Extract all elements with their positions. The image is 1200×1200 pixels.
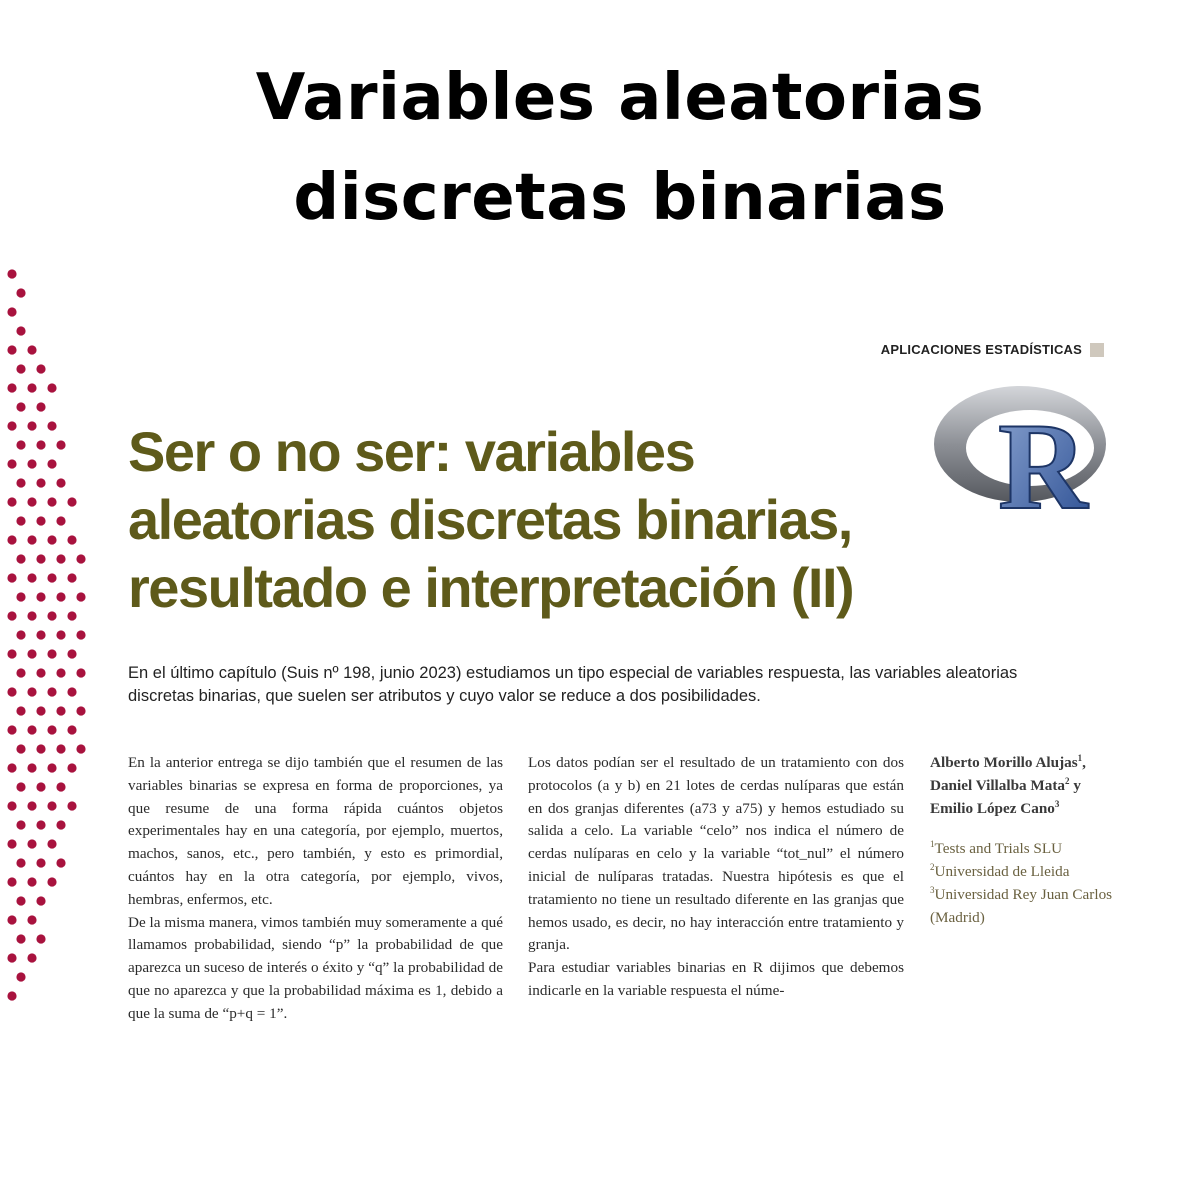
decorative-dot (47, 459, 56, 468)
decorative-dot (56, 820, 65, 829)
section-label (881, 342, 1104, 357)
decorative-dot (67, 725, 76, 734)
decorative-dot (16, 820, 25, 829)
author-separator: , (1082, 754, 1086, 771)
decorative-dot (56, 440, 65, 449)
author-list (930, 752, 1130, 820)
decorative-dot (67, 611, 76, 620)
decorative-dot (76, 630, 85, 639)
affiliation-sup: 3 (930, 884, 935, 895)
r-logo-letter: R (998, 398, 1088, 520)
decorative-dot (76, 744, 85, 753)
decorative-dot (27, 763, 36, 772)
decorative-dot (67, 687, 76, 696)
decorative-dot (76, 554, 85, 563)
decorative-dot (36, 364, 45, 373)
decorative-dot (7, 269, 16, 278)
decorative-dot (27, 801, 36, 810)
decorative-dot (7, 421, 16, 430)
decorative-dot (7, 497, 16, 506)
decorative-dot (7, 839, 16, 848)
decorative-dot (56, 668, 65, 677)
column-1-paragraph-2: De la misma manera, vimos también muy someramente a qué llamamos probabilidad, siendo “p” la probabilidad de que aparezca un suceso de interés o éxito y “q” la probabilidad de que no aparezca y que la probabilidad máxima es 1, debido a que la suma de “p+q = 1”. (128, 913, 503, 1022)
affiliation: Tests and Trials SLU (934, 840, 1063, 858)
decorative-dot (16, 478, 25, 487)
decorative-dot (7, 611, 16, 620)
decorative-dot (7, 345, 16, 354)
decorative-dot (27, 383, 36, 392)
decorative-dot (36, 402, 45, 411)
article-title-line-1: Ser o no ser: variables (128, 420, 695, 483)
author-name: Alberto Morillo Alujas (930, 754, 1078, 771)
decorative-dot (27, 345, 36, 354)
decorative-dot (7, 991, 16, 1000)
decorative-dot (47, 877, 56, 886)
decorative-dot (27, 497, 36, 506)
decorative-dot (27, 915, 36, 924)
decorative-dot (27, 725, 36, 734)
decorative-dot (47, 611, 56, 620)
decorative-dot (67, 763, 76, 772)
decorative-dot (7, 459, 16, 468)
decorative-dot (7, 383, 16, 392)
column-2-paragraph-1: Los datos podían ser el resultado de un tratamiento con dos protocolos (a y b) en 21 lotes de cerdas nulíparas que están en dos granjas diferentes (a73 y a75) y hemos estudiado su salida a celo. La variable “celo” nos indica el número de cerdas nulíparas en celo y la variable “tot_nul” el número inicial de nulíparas tratadas. Nuestra hipótesis es que el tratamiento no tiene un resultado diferente en las granjas que hemos usado, es decir, no hay interacción entre tratamiento y granja. (528, 754, 904, 954)
decorative-dot-pattern (0, 262, 110, 1042)
decorative-dot (27, 421, 36, 430)
decorative-dot (56, 744, 65, 753)
decorative-dot (16, 364, 25, 373)
decorative-dot (7, 763, 16, 772)
decorative-dot (7, 725, 16, 734)
decorative-dot (27, 611, 36, 620)
decorative-dot (36, 820, 45, 829)
author-sup: 1 (1077, 752, 1083, 763)
decorative-dot (36, 592, 45, 601)
decorative-dot (16, 972, 25, 981)
decorative-dot (56, 630, 65, 639)
decorative-dot (56, 782, 65, 791)
decorative-dot (7, 953, 16, 962)
affiliation-list (930, 838, 1130, 929)
column-2-paragraph-2: Para estudiar variables binarias en R dijimos que debemos indicarle en la variable respuesta el núme- (528, 959, 904, 999)
lead-paragraph: En el último capítulo (Suis nº 198, junio 2023) estudiamos un tipo especial de variables respuesta, las variables aleatorias discretas binarias, que suelen ser atributos y cuyo valor se reduce a dos posibilidades. (128, 664, 1018, 705)
r-logo-icon (930, 380, 1115, 520)
decorative-dot (67, 573, 76, 582)
decorative-dot (67, 497, 76, 506)
decorative-dot (56, 592, 65, 601)
decorative-dot (56, 478, 65, 487)
decorative-dot (47, 725, 56, 734)
decorative-dot (16, 706, 25, 715)
decorative-dot (47, 383, 56, 392)
affiliation-sup: 2 (930, 862, 935, 873)
decorative-dot (27, 459, 36, 468)
post-title-line-1: Variables aleatorias (255, 61, 985, 135)
decorative-dot (36, 440, 45, 449)
decorative-dot (47, 839, 56, 848)
decorative-dot (16, 326, 25, 335)
author-name: Emilio López Cano (930, 799, 1055, 817)
author-sup: 3 (1054, 798, 1060, 809)
decorative-dot (56, 706, 65, 715)
author-separator: y (1069, 776, 1081, 794)
decorative-dot (27, 953, 36, 962)
decorative-dot (36, 896, 45, 905)
affiliation: Universidad de Lleida (934, 863, 1070, 881)
decorative-dot (36, 782, 45, 791)
decorative-dot (16, 592, 25, 601)
decorative-dot (76, 706, 85, 715)
body-column-1 (128, 752, 503, 1026)
decorative-dot (36, 706, 45, 715)
section-square-icon (1090, 343, 1104, 357)
decorative-dot (76, 668, 85, 677)
affiliation-sup: 1 (930, 839, 935, 850)
author-sup: 2 (1065, 775, 1070, 786)
decorative-dot (7, 877, 16, 886)
decorative-dot (16, 744, 25, 753)
decorative-dot (36, 668, 45, 677)
section-label-text: APLICACIONES ESTADÍSTICAS (880, 342, 1082, 357)
decorative-dot (27, 687, 36, 696)
decorative-dot (47, 497, 56, 506)
decorative-dot (47, 763, 56, 772)
decorative-dot (27, 649, 36, 658)
decorative-dot (36, 478, 45, 487)
decorative-dot (16, 630, 25, 639)
article-title-line-3: resultado e interpretación (II) (128, 556, 854, 619)
article-title-line-2: aleatorias discretas binarias, (128, 488, 852, 551)
decorative-dot (56, 858, 65, 867)
decorative-dot (47, 421, 56, 430)
column-1-paragraph-1: En la anterior entrega se dijo también que el resumen de las variables binarias se expresa en forma de proporciones, ya que resume de una forma rápida cuántos objetos experimentales hay en una categoría, por ejemplo, muertos, machos, sanos, etc., pero también, y esto es primordial, cuántos hay en la otra categoría, por ejemplo, vivos, hembras, enfermos, etc. (128, 754, 503, 908)
decorative-dot (67, 801, 76, 810)
post-title (150, 48, 1090, 248)
decorative-dot (47, 801, 56, 810)
decorative-dot (16, 896, 25, 905)
decorative-dot (16, 554, 25, 563)
decorative-dot (36, 554, 45, 563)
decorative-dot (16, 402, 25, 411)
author-name: Daniel Villalba Mata (930, 776, 1066, 794)
decorative-dot (7, 687, 16, 696)
decorative-dot (27, 877, 36, 886)
decorative-dot (16, 782, 25, 791)
decorative-dot (36, 858, 45, 867)
decorative-dot (56, 516, 65, 525)
decorative-dot (36, 516, 45, 525)
decorative-dot (16, 516, 25, 525)
decorative-dot (7, 801, 16, 810)
author-column (930, 752, 1130, 930)
decorative-dot (36, 744, 45, 753)
decorative-dot (16, 934, 25, 943)
decorative-dot (56, 554, 65, 563)
article-title (128, 418, 948, 622)
decorative-dot (16, 288, 25, 297)
decorative-dot (47, 535, 56, 544)
decorative-dot (47, 687, 56, 696)
decorative-dot (76, 592, 85, 601)
decorative-dot (7, 307, 16, 316)
affiliation: Universidad Rey Juan Carlos (Madrid) (930, 885, 1113, 926)
decorative-dot (47, 649, 56, 658)
decorative-dot (7, 915, 16, 924)
decorative-dot (27, 535, 36, 544)
decorative-dot (27, 573, 36, 582)
decorative-dot (16, 858, 25, 867)
decorative-dot (16, 440, 25, 449)
decorative-dot (36, 934, 45, 943)
decorative-dot (16, 668, 25, 677)
decorative-dot (27, 839, 36, 848)
decorative-dot (67, 649, 76, 658)
decorative-dot (7, 649, 16, 658)
decorative-dot (36, 630, 45, 639)
post-title-line-2: discretas binarias (293, 161, 947, 235)
decorative-dot (7, 535, 16, 544)
decorative-dot (67, 535, 76, 544)
body-column-2 (528, 752, 904, 1003)
decorative-dot (47, 573, 56, 582)
decorative-dot (7, 573, 16, 582)
